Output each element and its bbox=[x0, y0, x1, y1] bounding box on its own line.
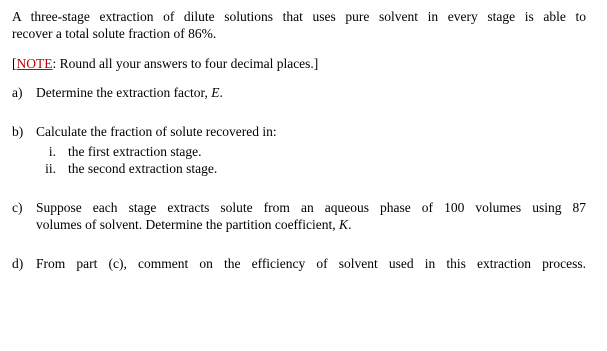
question-d-label: d) bbox=[12, 256, 24, 271]
question-d-text: From part (c), comment on the efficiency of solvent used in this extraction process. bbox=[36, 256, 586, 271]
question-c-text-1: Suppose each stage extracts solute from an aqueous phase of 100 volumes using 87 bbox=[36, 200, 586, 215]
question-a-label: a) bbox=[12, 85, 23, 100]
extraction-factor-symbol: E bbox=[211, 85, 220, 100]
note bbox=[12, 56, 318, 72]
question-a bbox=[12, 85, 223, 101]
note-keyword: NOTE bbox=[16, 56, 53, 71]
question-a-text: Determine the extraction factor, bbox=[36, 85, 212, 100]
intro-text-1: A three-stage extraction of dilute solutions that uses pure solvent in every stage is able to bbox=[12, 9, 586, 24]
question-b bbox=[12, 124, 277, 140]
question-b-item-ii bbox=[36, 161, 217, 177]
intro-line-2: recover a total solute fraction of 86%. bbox=[12, 26, 217, 41]
question-c-line-1 bbox=[36, 200, 586, 216]
question-d-line bbox=[36, 256, 586, 272]
note-open-bracket: [ bbox=[12, 56, 17, 71]
question-b-item-i-text: the first extraction stage. bbox=[68, 144, 202, 159]
question-a-period: . bbox=[219, 85, 223, 100]
partition-coefficient-symbol: K bbox=[339, 217, 349, 232]
question-c-label: c) bbox=[12, 200, 23, 215]
question-c-line-2 bbox=[36, 217, 351, 233]
question-b-item-ii-text: the second extraction stage. bbox=[68, 161, 218, 176]
question-c-period: . bbox=[348, 217, 352, 232]
question-b-item-i-numeral: i. bbox=[48, 144, 56, 159]
question-b-text: Calculate the fraction of solute recovered in: bbox=[36, 124, 277, 139]
question-b-item-ii-numeral: ii. bbox=[45, 161, 56, 176]
question-b-label: b) bbox=[12, 124, 24, 139]
question-b-item-i bbox=[36, 144, 201, 160]
note-text: : Round all your answers to four decimal places.] bbox=[52, 56, 319, 71]
intro-line-1 bbox=[12, 9, 586, 25]
question-c-text-2: volumes of solvent. Determine the partition coefficient, bbox=[36, 217, 340, 232]
